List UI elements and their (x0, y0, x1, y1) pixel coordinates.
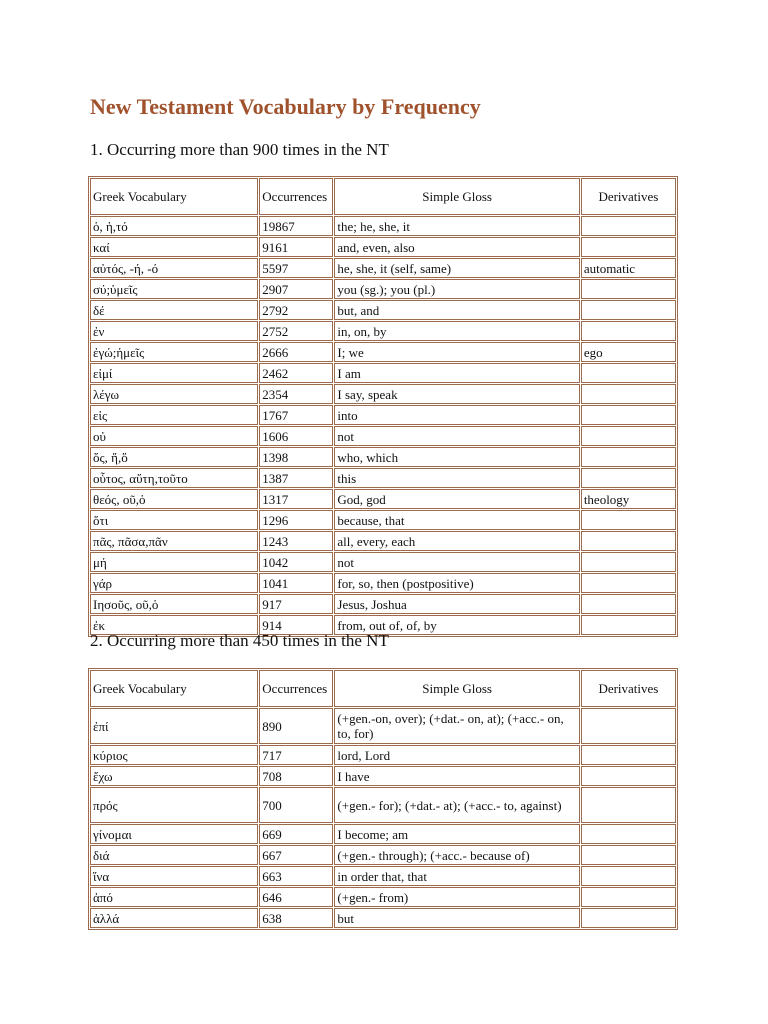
cell-greek: εἰμί (90, 363, 258, 383)
cell-derivatives (581, 510, 676, 530)
cell-derivatives (581, 615, 676, 635)
cell-gloss: all, every, each (334, 531, 579, 551)
cell-occurrences: 890 (259, 708, 333, 744)
col-header-gloss: Simple Gloss (334, 178, 579, 215)
table-row (90, 510, 676, 530)
cell-gloss: and, even, also (334, 237, 579, 257)
cell-greek: αὐτός, -ή, -ό (90, 258, 258, 278)
cell-gloss: this (334, 468, 579, 488)
table-row (90, 708, 676, 744)
cell-derivatives (581, 908, 676, 928)
cell-greek: ὅτι (90, 510, 258, 530)
table-row (90, 300, 676, 320)
cell-gloss: in order that, that (334, 866, 579, 886)
cell-greek: γάρ (90, 573, 258, 593)
cell-occurrences: 1767 (259, 405, 333, 425)
cell-derivatives (581, 447, 676, 467)
cell-derivatives (581, 824, 676, 844)
table-row (90, 447, 676, 467)
col-header-gloss: Simple Gloss (334, 670, 579, 707)
table-body-1 (90, 216, 676, 635)
cell-gloss: Jesus, Joshua (334, 594, 579, 614)
cell-gloss: I say, speak (334, 384, 579, 404)
table-row (90, 384, 676, 404)
table-row (90, 745, 676, 765)
cell-greek: καί (90, 237, 258, 257)
cell-occurrences: 2462 (259, 363, 333, 383)
cell-greek: Ιησοῦς, οῦ,ὁ (90, 594, 258, 614)
cell-occurrences: 9161 (259, 237, 333, 257)
cell-gloss: into (334, 405, 579, 425)
cell-derivatives (581, 237, 676, 257)
cell-greek: εἰς (90, 405, 258, 425)
cell-greek: ἵνα (90, 866, 258, 886)
cell-gloss: who, which (334, 447, 579, 467)
cell-gloss: he, she, it (self, same) (334, 258, 579, 278)
cell-gloss: I am (334, 363, 579, 383)
cell-greek: ὅς, ἥ,ὅ (90, 447, 258, 467)
cell-greek: ἐκ (90, 615, 258, 635)
cell-gloss: not (334, 426, 579, 446)
cell-gloss: from, out of, of, by (334, 615, 579, 635)
cell-gloss: (+gen.-on, over); (+dat.- on, at); (+acc.- on, to, for) (334, 708, 579, 744)
cell-derivatives (581, 384, 676, 404)
cell-occurrences: 2752 (259, 321, 333, 341)
section-heading-2: 2. Occurring more than 450 times in the NT (90, 631, 389, 650)
col-header-derivatives: Derivatives (581, 178, 676, 215)
cell-derivatives (581, 321, 676, 341)
cell-occurrences: 914 (259, 615, 333, 635)
col-header-occurrences-label: Occurrences (262, 189, 328, 204)
cell-occurrences: 708 (259, 766, 333, 786)
cell-gloss: not (334, 552, 579, 572)
cell-derivatives (581, 405, 676, 425)
cell-derivatives: ego (581, 342, 676, 362)
page-title: New Testament Vocabulary by Frequency (90, 94, 481, 119)
vocab-table-1 (88, 176, 678, 637)
col-header-occurrences (259, 670, 333, 707)
table-row (90, 787, 676, 823)
table-row (90, 258, 676, 278)
cell-occurrences: 1041 (259, 573, 333, 593)
col-header-derivatives: Derivatives (581, 670, 676, 707)
table-row (90, 342, 676, 362)
cell-derivatives (581, 216, 676, 236)
cell-derivatives (581, 552, 676, 572)
cell-derivatives: theology (581, 489, 676, 509)
cell-occurrences: 717 (259, 745, 333, 765)
cell-gloss: the; he, she, it (334, 216, 579, 236)
table-header-row (90, 178, 676, 215)
table-row (90, 405, 676, 425)
table-row (90, 824, 676, 844)
cell-gloss: (+gen.- for); (+dat.- at); (+acc.- to, against) (334, 787, 579, 823)
cell-greek: οὐ (90, 426, 258, 446)
cell-greek: ἔχω (90, 766, 258, 786)
table-row (90, 489, 676, 509)
vocab-table-2 (88, 668, 678, 930)
cell-occurrences: 646 (259, 887, 333, 907)
cell-occurrences: 2792 (259, 300, 333, 320)
cell-derivatives (581, 468, 676, 488)
cell-occurrences: 2666 (259, 342, 333, 362)
table-row (90, 468, 676, 488)
cell-occurrences: 2354 (259, 384, 333, 404)
col-header-occurrences-label: Occurrences (262, 681, 328, 696)
cell-derivatives (581, 573, 676, 593)
cell-gloss: I; we (334, 342, 579, 362)
cell-occurrences: 19867 (259, 216, 333, 236)
table-body-2 (90, 708, 676, 928)
cell-derivatives (581, 363, 676, 383)
table-row (90, 552, 676, 572)
cell-derivatives (581, 845, 676, 865)
cell-greek: πᾶς, πᾶσα,πᾶν (90, 531, 258, 551)
cell-gloss: (+gen.- through); (+acc.- because of) (334, 845, 579, 865)
cell-derivatives: automatic (581, 258, 676, 278)
cell-derivatives (581, 866, 676, 886)
cell-gloss: God, god (334, 489, 579, 509)
cell-occurrences: 917 (259, 594, 333, 614)
cell-derivatives (581, 531, 676, 551)
cell-occurrences: 667 (259, 845, 333, 865)
cell-gloss: but (334, 908, 579, 928)
cell-gloss: I have (334, 766, 579, 786)
cell-occurrences: 700 (259, 787, 333, 823)
table-row (90, 321, 676, 341)
cell-occurrences: 1606 (259, 426, 333, 446)
cell-occurrences: 1317 (259, 489, 333, 509)
cell-greek: ἐγώ;ἡμεῖς (90, 342, 258, 362)
section-heading-1: 1. Occurring more than 900 times in the NT (90, 140, 389, 159)
cell-greek: διά (90, 845, 258, 865)
table-row (90, 594, 676, 614)
table-row (90, 573, 676, 593)
cell-greek: ἐπί (90, 708, 258, 744)
cell-gloss: for, so, then (postpositive) (334, 573, 579, 593)
cell-occurrences: 1296 (259, 510, 333, 530)
cell-gloss: because, that (334, 510, 579, 530)
table-row (90, 216, 676, 236)
table-row (90, 237, 676, 257)
table-row (90, 866, 676, 886)
cell-derivatives (581, 887, 676, 907)
cell-occurrences: 5597 (259, 258, 333, 278)
cell-derivatives (581, 594, 676, 614)
cell-greek: θεός, οῦ,ὁ (90, 489, 258, 509)
cell-greek: δέ (90, 300, 258, 320)
cell-occurrences: 2907 (259, 279, 333, 299)
cell-occurrences: 1243 (259, 531, 333, 551)
table-row (90, 887, 676, 907)
cell-occurrences: 663 (259, 866, 333, 886)
cell-occurrences: 1387 (259, 468, 333, 488)
cell-gloss: I become; am (334, 824, 579, 844)
cell-greek: γίνομαι (90, 824, 258, 844)
col-header-greek: Greek Vocabulary (90, 670, 258, 707)
cell-derivatives (581, 766, 676, 786)
cell-derivatives (581, 787, 676, 823)
cell-gloss: but, and (334, 300, 579, 320)
table-row (90, 908, 676, 928)
cell-occurrences: 669 (259, 824, 333, 844)
table-header-row (90, 670, 676, 707)
table-row (90, 363, 676, 383)
cell-occurrences: 638 (259, 908, 333, 928)
table-row (90, 766, 676, 786)
cell-derivatives (581, 426, 676, 446)
cell-greek: οὗτος, αὕτη,τοῦτο (90, 468, 258, 488)
cell-occurrences: 1398 (259, 447, 333, 467)
col-header-occurrences (259, 178, 333, 215)
table-row (90, 845, 676, 865)
cell-greek: σύ;ὑμεῖς (90, 279, 258, 299)
cell-occurrences: 1042 (259, 552, 333, 572)
table-row (90, 279, 676, 299)
cell-gloss: (+gen.- from) (334, 887, 579, 907)
cell-derivatives (581, 279, 676, 299)
table-row (90, 426, 676, 446)
cell-derivatives (581, 300, 676, 320)
table-row (90, 531, 676, 551)
col-header-greek: Greek Vocabulary (90, 178, 258, 215)
cell-greek: ὁ, ἡ,τό (90, 216, 258, 236)
cell-derivatives (581, 745, 676, 765)
cell-greek: μή (90, 552, 258, 572)
cell-greek: κύριος (90, 745, 258, 765)
cell-gloss: in, on, by (334, 321, 579, 341)
cell-derivatives (581, 708, 676, 744)
cell-greek: ἀπό (90, 887, 258, 907)
cell-gloss: lord, Lord (334, 745, 579, 765)
cell-greek: ἀλλά (90, 908, 258, 928)
cell-greek: πρός (90, 787, 258, 823)
cell-greek: λέγω (90, 384, 258, 404)
cell-gloss: you (sg.); you (pl.) (334, 279, 579, 299)
cell-greek: ἐν (90, 321, 258, 341)
